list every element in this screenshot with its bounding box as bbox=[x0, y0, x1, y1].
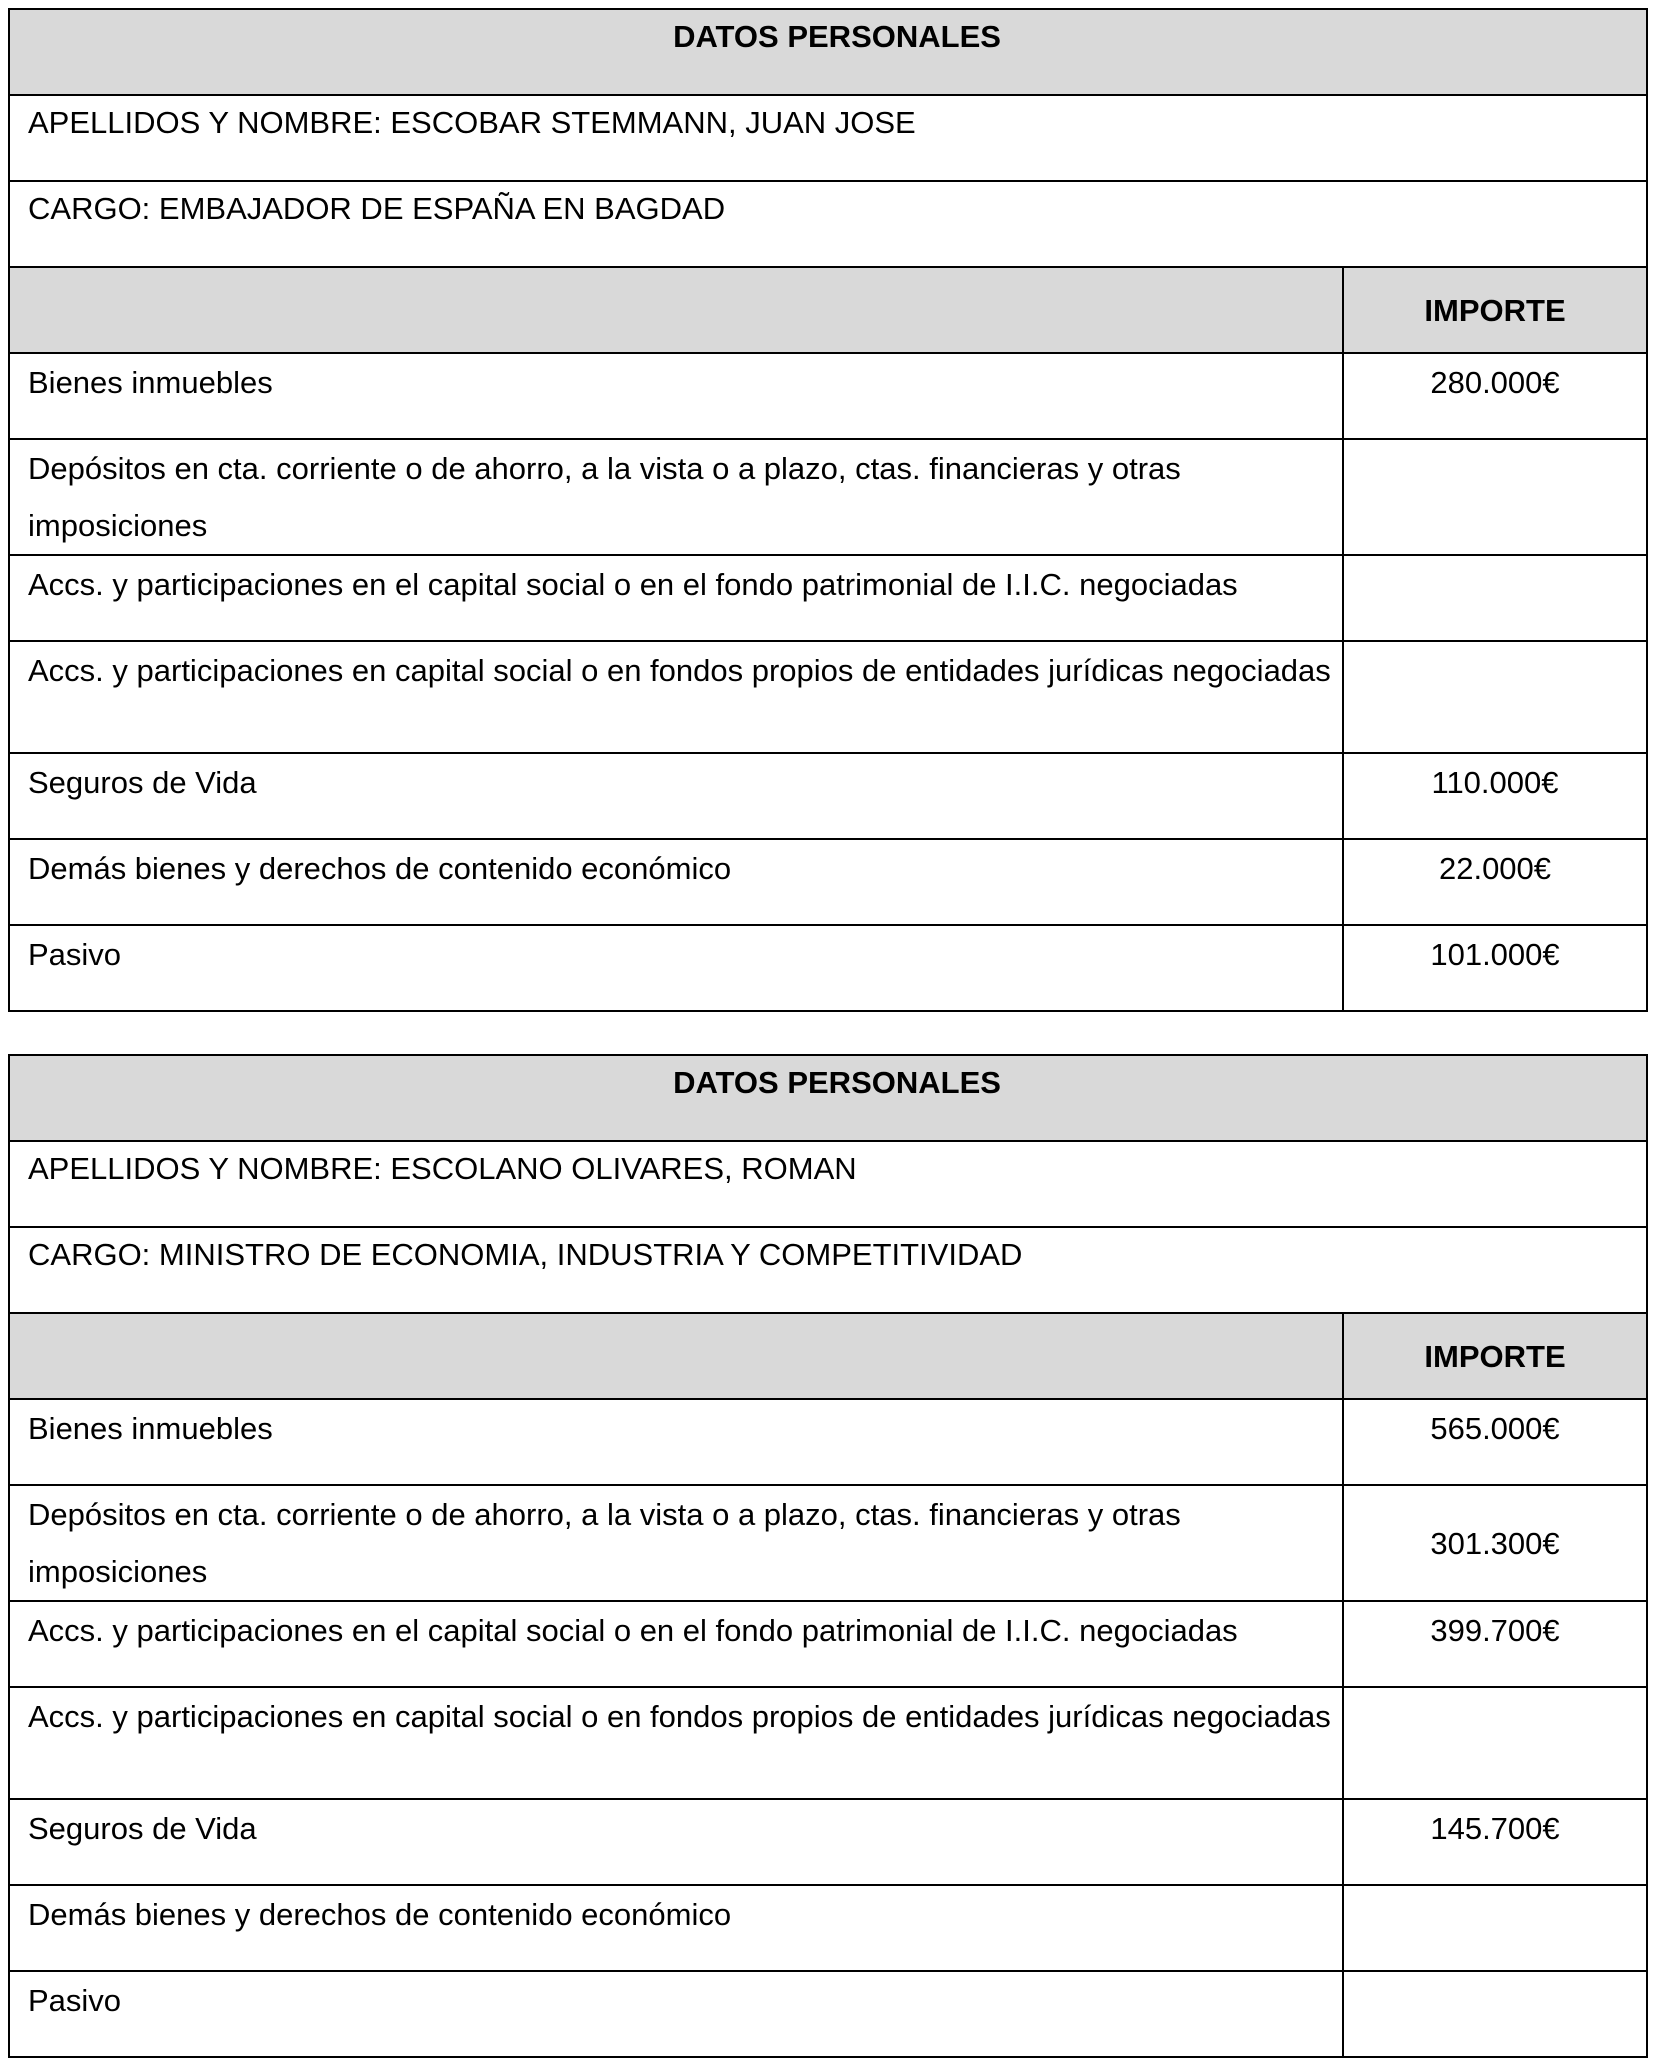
asset-label: Bienes inmuebles bbox=[9, 1399, 1343, 1485]
cargo-row bbox=[9, 1227, 1647, 1313]
asset-amount bbox=[1343, 555, 1647, 641]
asset-label: Accs. y participaciones en capital social o en fondos propios de entidades jurídicas negociadas bbox=[9, 641, 1343, 753]
asset-row-bienes-inmuebles bbox=[9, 1399, 1647, 1485]
asset-label: Seguros de Vida bbox=[9, 1799, 1343, 1885]
cargo-row bbox=[9, 181, 1647, 267]
amount-header: IMPORTE bbox=[1343, 1313, 1647, 1399]
declaration-table-2 bbox=[8, 1054, 1648, 2058]
asset-amount: 22.000€ bbox=[1343, 839, 1647, 925]
asset-row-seguros bbox=[9, 753, 1647, 839]
asset-amount: 280.000€ bbox=[1343, 353, 1647, 439]
asset-row-pasivo bbox=[9, 1971, 1647, 2057]
asset-amount bbox=[1343, 439, 1647, 555]
asset-label: Depósitos en cta. corriente o de ahorro, a la vista o a plazo, ctas. financieras y otras imposiciones bbox=[9, 439, 1343, 555]
blank-header-cell bbox=[9, 1313, 1343, 1399]
section-header-row bbox=[9, 9, 1647, 95]
asset-amount: 145.700€ bbox=[1343, 1799, 1647, 1885]
section-header: DATOS PERSONALES bbox=[9, 9, 1647, 95]
column-header-row bbox=[9, 267, 1647, 353]
asset-amount bbox=[1343, 641, 1647, 753]
asset-amount bbox=[1343, 1971, 1647, 2057]
section-header: DATOS PERSONALES bbox=[9, 1055, 1647, 1141]
asset-label: Pasivo bbox=[9, 925, 1343, 1011]
asset-amount: 101.000€ bbox=[1343, 925, 1647, 1011]
asset-amount: 110.000€ bbox=[1343, 753, 1647, 839]
name-cell: APELLIDOS Y NOMBRE: ESCOLANO OLIVARES, ROMAN bbox=[9, 1141, 1647, 1227]
asset-label: Depósitos en cta. corriente o de ahorro, a la vista o a plazo, ctas. financieras y otras imposiciones bbox=[9, 1485, 1343, 1601]
asset-label: Pasivo bbox=[9, 1971, 1343, 2057]
asset-row-depositos bbox=[9, 439, 1647, 555]
asset-row-demas-bienes bbox=[9, 839, 1647, 925]
asset-row-entidades-juridicas bbox=[9, 1687, 1647, 1799]
declaration-table-1 bbox=[8, 8, 1648, 1012]
name-row bbox=[9, 95, 1647, 181]
amount-header: IMPORTE bbox=[1343, 267, 1647, 353]
asset-row-iic bbox=[9, 1601, 1647, 1687]
asset-label: Accs. y participaciones en capital social o en fondos propios de entidades jurídicas negociadas bbox=[9, 1687, 1343, 1799]
asset-row-bienes-inmuebles bbox=[9, 353, 1647, 439]
cargo-cell: CARGO: MINISTRO DE ECONOMIA, INDUSTRIA Y COMPETITIVIDAD bbox=[9, 1227, 1647, 1313]
asset-label: Accs. y participaciones en el capital social o en el fondo patrimonial de I.I.C. negociadas bbox=[9, 1601, 1343, 1687]
asset-label: Demás bienes y derechos de contenido económico bbox=[9, 1885, 1343, 1971]
name-row bbox=[9, 1141, 1647, 1227]
asset-label: Bienes inmuebles bbox=[9, 353, 1343, 439]
asset-label: Accs. y participaciones en el capital social o en el fondo patrimonial de I.I.C. negociadas bbox=[9, 555, 1343, 641]
asset-amount bbox=[1343, 1687, 1647, 1799]
cargo-cell: CARGO: EMBAJADOR DE ESPAÑA EN BAGDAD bbox=[9, 181, 1647, 267]
asset-row-seguros bbox=[9, 1799, 1647, 1885]
column-header-row bbox=[9, 1313, 1647, 1399]
asset-amount: 399.700€ bbox=[1343, 1601, 1647, 1687]
section-header-row bbox=[9, 1055, 1647, 1141]
asset-row-demas-bienes bbox=[9, 1885, 1647, 1971]
asset-amount: 565.000€ bbox=[1343, 1399, 1647, 1485]
blank-header-cell bbox=[9, 267, 1343, 353]
asset-amount bbox=[1343, 1885, 1647, 1971]
asset-amount: 301.300€ bbox=[1343, 1485, 1647, 1601]
asset-row-entidades-juridicas bbox=[9, 641, 1647, 753]
asset-row-depositos bbox=[9, 1485, 1647, 1601]
asset-label: Demás bienes y derechos de contenido económico bbox=[9, 839, 1343, 925]
name-cell: APELLIDOS Y NOMBRE: ESCOBAR STEMMANN, JUAN JOSE bbox=[9, 95, 1647, 181]
asset-row-pasivo bbox=[9, 925, 1647, 1011]
asset-label: Seguros de Vida bbox=[9, 753, 1343, 839]
asset-row-iic bbox=[9, 555, 1647, 641]
